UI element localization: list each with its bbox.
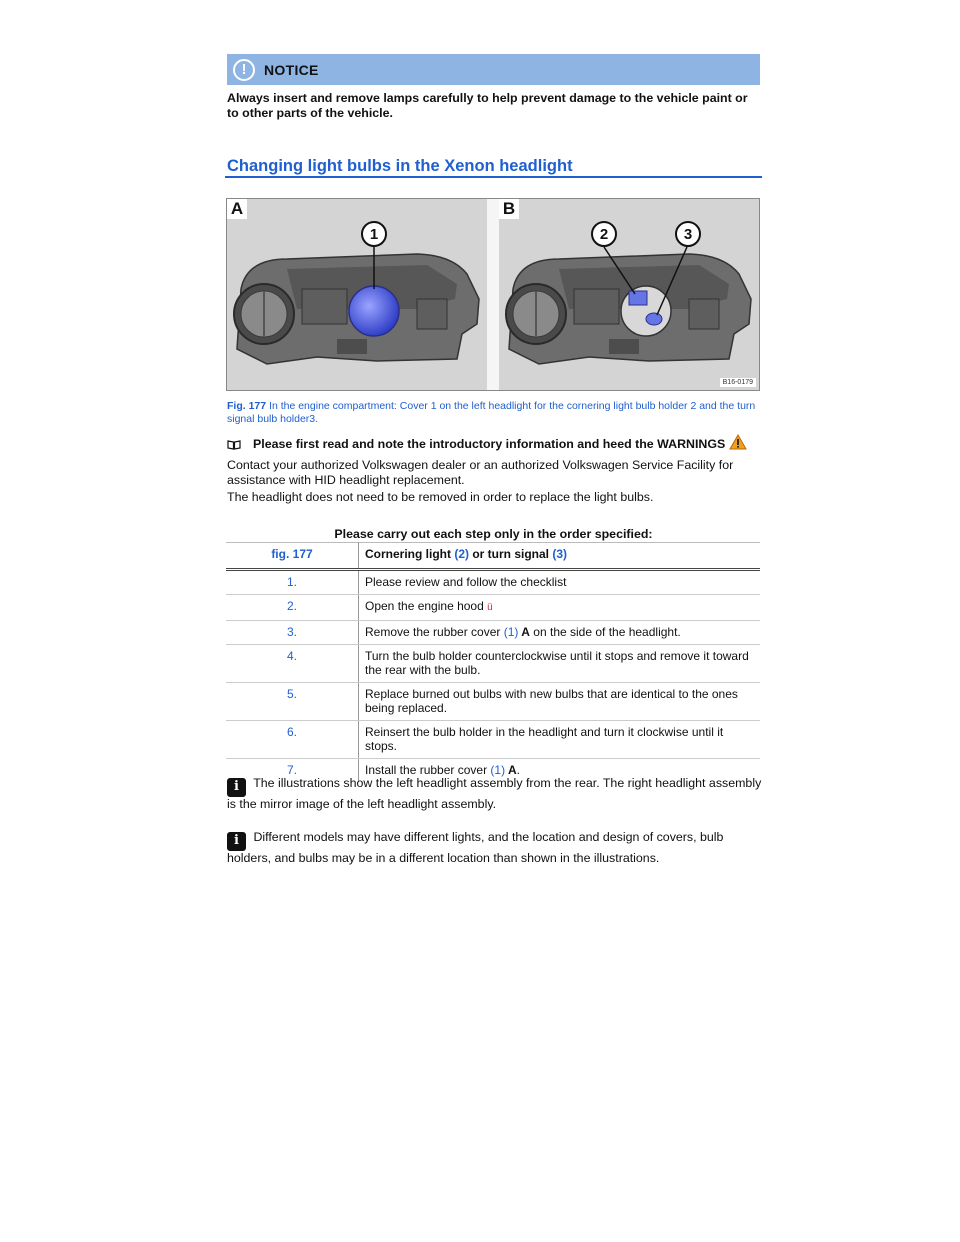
panel-letter-a: A xyxy=(227,199,247,219)
figure-caption xyxy=(227,400,762,426)
steps-col-description xyxy=(359,543,761,570)
note-different-models xyxy=(227,830,762,866)
warning-triangle-icon xyxy=(729,434,747,453)
table-row xyxy=(226,683,760,721)
table-row xyxy=(226,595,760,621)
callout-1: 1 xyxy=(361,221,387,247)
steps-col-figure: fig. 177 xyxy=(226,543,359,570)
header-ref-3: (3) xyxy=(552,547,568,561)
step-text-post: on the side of the headlight. xyxy=(529,625,681,639)
note-mirror-image xyxy=(227,776,762,812)
intro-line xyxy=(227,434,747,453)
table-row xyxy=(226,721,760,759)
figure-panel-b xyxy=(499,199,759,390)
figure-panel-a xyxy=(227,199,487,390)
table-row xyxy=(226,645,760,683)
headlight-illustration-a xyxy=(227,199,487,390)
figure-177 xyxy=(226,198,760,391)
notice-bar xyxy=(227,54,760,85)
step-number: 5. xyxy=(226,683,359,721)
figure-code: B16-0179 xyxy=(720,378,756,387)
notice-label: NOTICE xyxy=(264,61,319,78)
caption-label: Fig. 177 xyxy=(227,400,267,412)
paragraph-no-removal: The headlight does not need to be removed in order to replace the light bulbs. xyxy=(227,490,654,504)
exclamation-circle-icon: ! xyxy=(233,59,255,81)
note-text: Different models may have different lights, and the location and design of covers, bulb holders, and bulbs may be in a different location than shown in the illustrations. xyxy=(227,830,724,865)
step-text xyxy=(359,595,761,621)
step-text-main: Open the engine hood xyxy=(365,599,488,613)
section-title: Changing light bulbs in the Xenon headlight xyxy=(227,157,573,175)
section-rule xyxy=(225,176,762,178)
steps-table xyxy=(226,542,760,782)
step-text: Please review and follow the checklist xyxy=(359,570,761,595)
step-ref: (1) xyxy=(490,763,506,777)
caption-text: In the engine compartment: Cover 1 on the left headlight for the cornering light bulb holder 2 and the turn signal bulb holder3. xyxy=(227,400,756,425)
step-link-mark[interactable]: ü xyxy=(487,602,493,613)
step-text-pre: Install the rubber cover xyxy=(365,763,491,777)
step-text xyxy=(359,621,761,645)
step-number: 3. xyxy=(226,621,359,645)
steps-heading: Please carry out each step only in the order specified: xyxy=(334,527,653,541)
step-bold: A xyxy=(505,763,517,777)
panel-letter-b: B xyxy=(499,199,519,219)
note-text: The illustrations show the left headlight assembly from the rear. The right headlight assembly is the mirror image of the left headlight assembly. xyxy=(227,776,762,811)
info-icon: i xyxy=(227,778,246,797)
intro-text: Please first read and note the introductory information and heed the WARNINGS xyxy=(253,436,726,451)
paragraph-dealer: Contact your authorized Volkswagen dealer or an authorized Volkswagen Service Facility for assistance with HID headlight replacement. xyxy=(227,458,734,487)
step-ref: (1) xyxy=(503,625,519,639)
callout-2: 2 xyxy=(591,221,617,247)
step-number: 4. xyxy=(226,645,359,683)
table-row xyxy=(226,621,760,645)
headlight-illustration-b xyxy=(499,199,759,390)
notice-text: Always insert and remove lamps carefully to help prevent damage to the vehicle paint or to other parts of the vehicle. xyxy=(227,91,748,120)
steps-header-row xyxy=(226,543,760,570)
step-text: Reinsert the bulb holder in the headlight and turn it clockwise until it stops. xyxy=(359,721,761,759)
step-text: Replace burned out bulbs with new bulbs that are identical to the ones being replaced. xyxy=(359,683,761,721)
header-cornering: Cornering light xyxy=(365,547,455,561)
step-number: 1. xyxy=(226,570,359,595)
table-row xyxy=(226,570,760,595)
step-bold: A xyxy=(518,625,530,639)
figure-divider xyxy=(487,199,499,390)
step-text-post: . xyxy=(516,763,520,777)
callout-3: 3 xyxy=(675,221,701,247)
step-number: 2. xyxy=(226,595,359,621)
header-turn-signal: or turn signal xyxy=(469,547,553,561)
step-number: 6. xyxy=(226,721,359,759)
step-text: Turn the bulb holder counterclockwise until it stops and remove it toward the rear with the bulb. xyxy=(359,645,761,683)
step-text-pre: Remove the rubber cover xyxy=(365,625,504,639)
info-icon: i xyxy=(227,832,246,851)
book-icon xyxy=(227,439,241,449)
step-number: 7. xyxy=(226,759,359,783)
header-ref-2: (2) xyxy=(454,547,469,561)
